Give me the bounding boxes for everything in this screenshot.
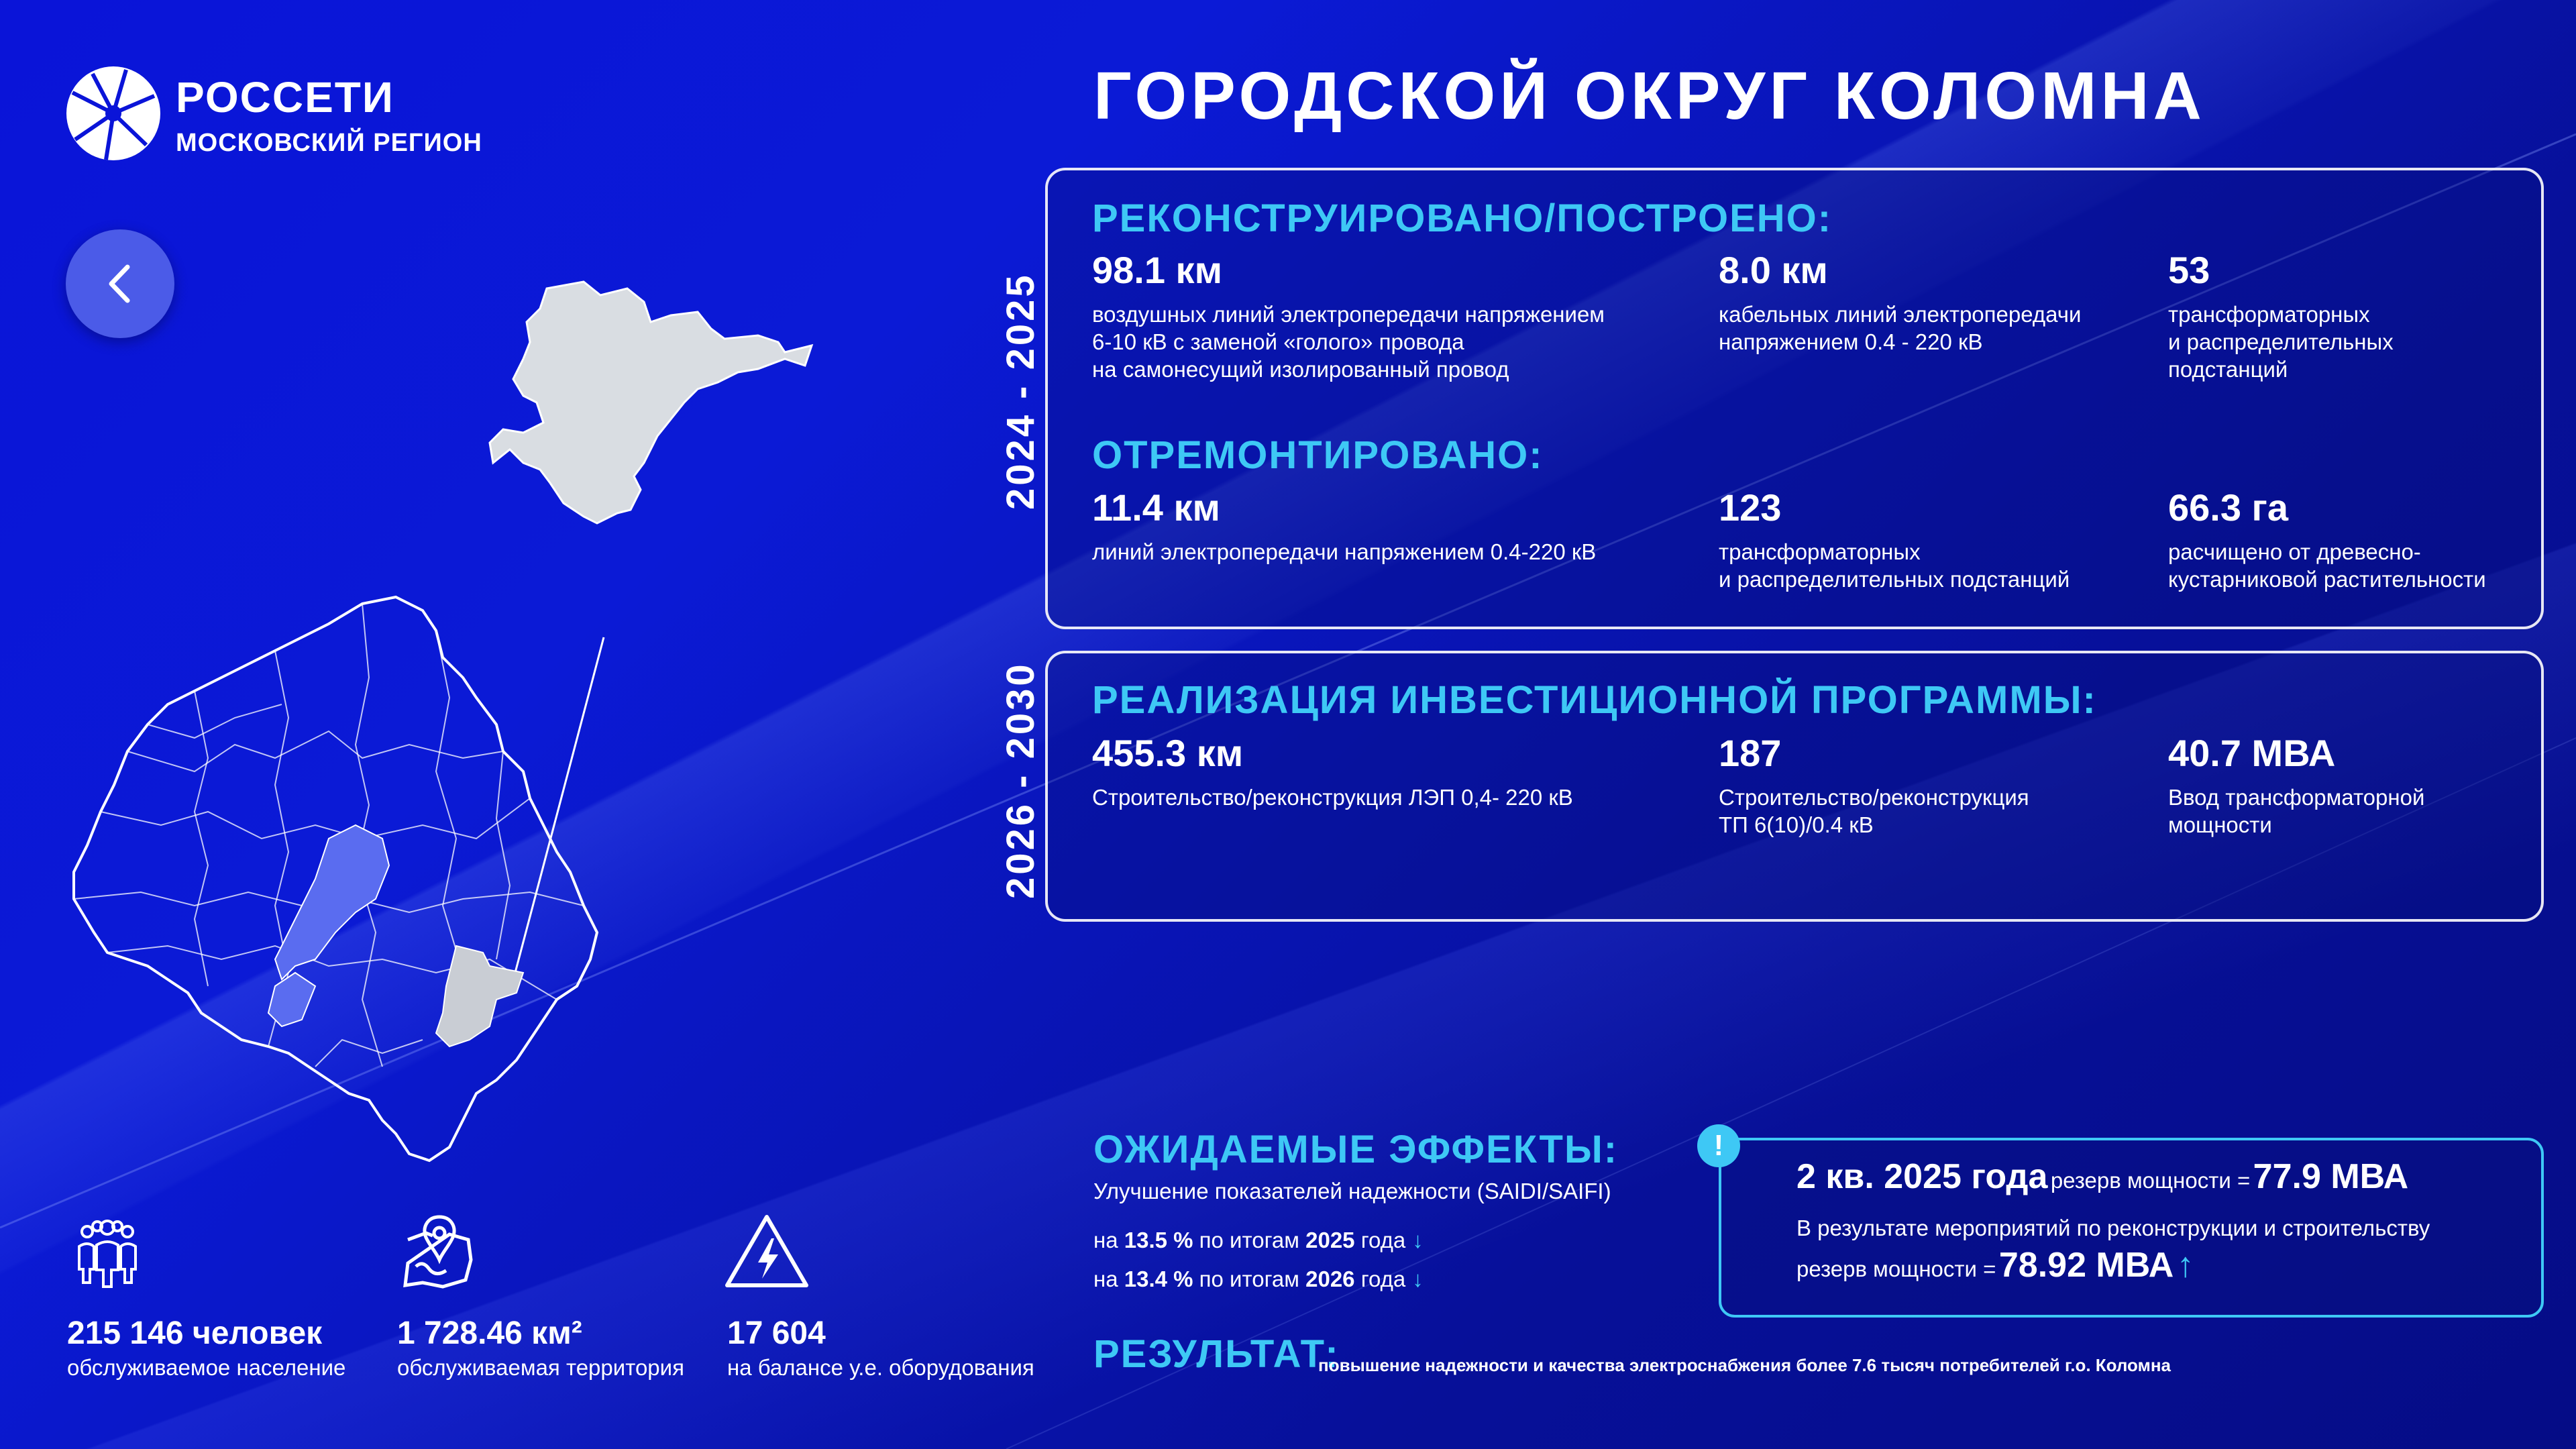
effects-heading: ОЖИДАЕМЫЕ ЭФФЕКТЫ: — [1093, 1128, 1619, 1171]
reserve-value-1: 77.9 МВА — [2253, 1157, 2409, 1196]
investment-value-1: 455.3 км — [1092, 732, 1244, 774]
repaired-value-1: 11.4 км — [1092, 486, 1220, 529]
effects-line-2026: на 13.4 % по итогам 2026 года ↓ — [1093, 1267, 1424, 1291]
period-label-2024-2025: 2024 - 2025 — [999, 272, 1042, 510]
investment-desc-3: Ввод трансформаторной мощности — [2168, 785, 2425, 837]
exclamation-icon: ! — [1697, 1124, 1740, 1167]
arrow-down-icon: ↓ — [1412, 1267, 1424, 1291]
reconstructed-desc-3: трансформаторных и распределительных подстанций — [2168, 302, 2394, 382]
equipment-value: 17 604 — [727, 1316, 826, 1351]
territory-desc: обслуживаемая территория — [397, 1355, 684, 1380]
logo-name: РОССЕТИ — [176, 73, 394, 121]
arrow-up-icon: ↑ — [2176, 1246, 2194, 1285]
page-title: ГОРОДСКОЙ ОКРУГ КОЛОМНА — [1093, 58, 2206, 133]
map-pin-icon — [396, 1213, 483, 1293]
population-value: 215 146 человек — [67, 1316, 323, 1351]
logo-subtitle: МОСКОВСКИЙ РЕГИОН — [176, 129, 482, 157]
effects-line-2025: на 13.5 % по итогам 2025 года ↓ — [1093, 1228, 1424, 1252]
investment-desc-1: Строительство/реконструкция ЛЭП 0,4- 220 кВ — [1092, 785, 1573, 810]
effects-subtitle: Улучшение показателей надежности (SAIDI/SAIFI) — [1093, 1179, 1611, 1203]
reconstructed-heading: РЕКОНСТРУИРОВАНО/ПОСТРОЕНО: — [1092, 197, 1833, 240]
reserve-label-1: резерв мощности = — [2050, 1168, 2251, 1193]
repaired-value-3: 66.3 га — [2168, 486, 2289, 529]
investment-heading: РЕАЛИЗАЦИЯ ИНВЕСТИЦИОННОЙ ПРОГРАММЫ: — [1092, 678, 2097, 722]
repaired-heading: ОТРЕМОНТИРОВАНО: — [1092, 433, 1544, 477]
result-heading: РЕЗУЛЬТАТ: — [1093, 1332, 1340, 1376]
population-desc: обслуживаемое население — [67, 1355, 346, 1380]
moscow-region-map — [60, 584, 691, 1174]
reserve-period: 2 кв. 2025 года — [1796, 1157, 2048, 1196]
reconstructed-desc-1: воздушных линий электропередачи напряжением 6-10 кВ с заменой «голого» провода на самонесущий изолированный провод — [1092, 302, 1605, 382]
investment-value-2: 187 — [1719, 732, 1782, 774]
investment-value-3: 40.7 МВА — [2168, 732, 2336, 774]
chevron-left-icon — [66, 229, 174, 338]
reserve-line-1 — [1796, 1157, 2408, 1197]
people-icon — [67, 1213, 148, 1293]
investment-desc-2: Строительство/реконструкция ТП 6(10)/0.4 кВ — [1719, 785, 2029, 837]
repaired-value-2: 123 — [1719, 486, 1782, 529]
lightning-icon — [723, 1212, 810, 1292]
arrow-down-icon: ↓ — [1412, 1228, 1424, 1252]
reserve-line-2 — [1796, 1245, 2194, 1285]
back-button[interactable] — [66, 229, 174, 338]
period-label-2026-2030: 2026 - 2030 — [999, 661, 1042, 899]
repaired-desc-3: расчищено от древесно- кустарниковой растительности — [2168, 539, 2486, 592]
reserve-note: В результате мероприятий по реконструкции и строительству — [1796, 1216, 2430, 1240]
equipment-desc: на балансе у.е. оборудования — [727, 1355, 1034, 1380]
result-text: повышение надежности и качества электроснабжения более 7.6 тысяч потребителей г.о. Коломна — [1318, 1355, 2171, 1375]
reconstructed-value-2: 8.0 км — [1719, 249, 1828, 291]
reserve-value-2: 78.92 МВА — [1998, 1246, 2174, 1285]
repaired-desc-1: линий электропередачи напряжением 0.4-220 кВ — [1092, 539, 1597, 564]
repaired-desc-2: трансформаторных и распределительных подстанций — [1719, 539, 2070, 592]
reserve-label-2: резерв мощности = — [1796, 1256, 1996, 1281]
reconstructed-value-1: 98.1 км — [1092, 249, 1223, 291]
reconstructed-value-3: 53 — [2168, 249, 2210, 291]
rosseti-logo-icon — [66, 66, 161, 161]
territory-value: 1 728.46 км² — [397, 1316, 582, 1351]
reconstructed-desc-2: кабельных линий электропередачи напряжением 0.4 - 220 кВ — [1719, 302, 2082, 354]
